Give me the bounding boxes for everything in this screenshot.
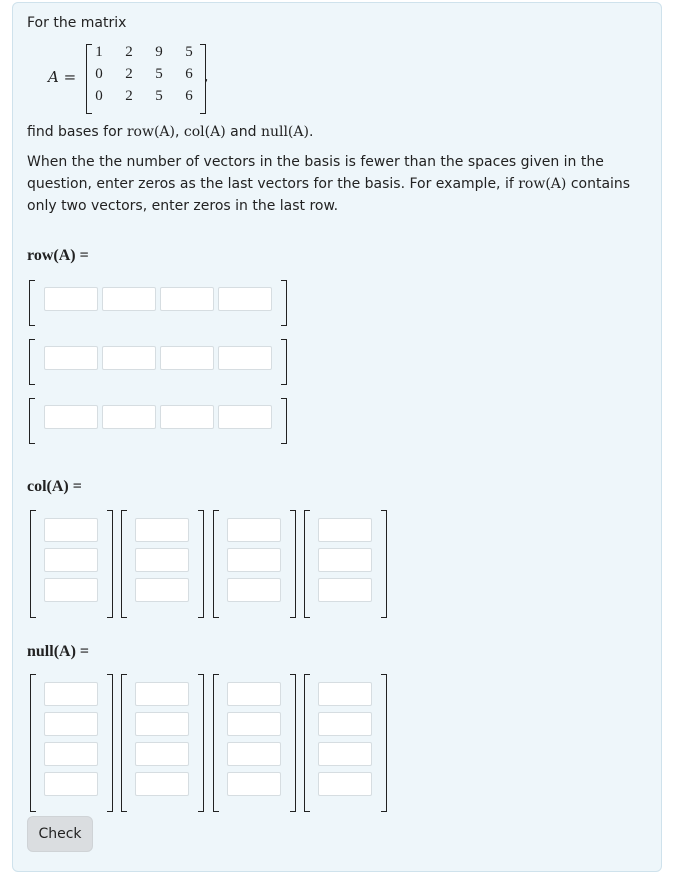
col-vector-left-bracket	[304, 510, 310, 618]
instruction-line-2: question, enter zeros as the last vectors for the basis. For example, if row(A) contains	[27, 176, 631, 192]
null-vector-entry-input[interactable]	[227, 772, 281, 796]
col-vector-left-bracket	[30, 510, 36, 618]
null-vector-entry-input[interactable]	[318, 772, 372, 796]
col-vector-entry-input[interactable]	[135, 548, 189, 572]
row-vector-entry-input[interactable]	[102, 346, 156, 370]
col-vector-left-bracket	[213, 510, 219, 618]
matrix-suffix: ,	[204, 69, 209, 85]
col-vector-entry-input[interactable]	[318, 578, 372, 602]
row-vector-entry-input[interactable]	[44, 346, 98, 370]
row-vector-left-bracket	[29, 398, 35, 444]
row-vector-right-bracket	[281, 339, 287, 385]
row-vector-right-bracket	[281, 280, 287, 326]
col-vector-entry-input[interactable]	[135, 578, 189, 602]
null-vector-entry-input[interactable]	[318, 682, 372, 706]
matrix-entry: 5	[155, 66, 163, 82]
instruction-line-3: only two vectors, enter zeros in the last row.	[27, 198, 339, 214]
row-vector-entry-input[interactable]	[160, 287, 214, 311]
null-vector-entry-input[interactable]	[44, 682, 98, 706]
null-vector-right-bracket	[198, 674, 204, 812]
null-vector-entry-input[interactable]	[318, 742, 372, 766]
matrix-entry: 1	[95, 44, 103, 60]
null-vector-left-bracket	[121, 674, 127, 812]
null-vector-entry-input[interactable]	[318, 712, 372, 736]
instruction-line-1: When the the number of vectors in the basis is fewer than the spaces given in the	[27, 154, 604, 170]
row-a-label: row(A) =	[27, 247, 89, 264]
null-vector-right-bracket	[381, 674, 387, 812]
row-vector-entry-input[interactable]	[44, 405, 98, 429]
null-vector-entry-input[interactable]	[135, 712, 189, 736]
col-vector-entry-input[interactable]	[227, 578, 281, 602]
col-vector-entry-input[interactable]	[44, 578, 98, 602]
null-vector-left-bracket	[30, 674, 36, 812]
col-vector-entry-input[interactable]	[44, 518, 98, 542]
matrix-entry: 5	[155, 88, 163, 104]
col-vector-right-bracket	[107, 510, 113, 618]
row-vector-entry-input[interactable]	[218, 405, 272, 429]
col-vector-entry-input[interactable]	[227, 548, 281, 572]
col-vector-entry-input[interactable]	[318, 518, 372, 542]
matrix-entry: 0	[95, 66, 103, 82]
row-vector-entry-input[interactable]	[102, 405, 156, 429]
matrix-entry: 9	[155, 44, 163, 60]
matrix-entry: 2	[125, 88, 133, 104]
matrix-label: A =	[48, 68, 77, 86]
null-vector-entry-input[interactable]	[44, 742, 98, 766]
null-vector-right-bracket	[107, 674, 113, 812]
matrix-entry: 6	[185, 66, 193, 82]
null-vector-entry-input[interactable]	[135, 682, 189, 706]
row-vector-entry-input[interactable]	[218, 346, 272, 370]
col-vector-right-bracket	[381, 510, 387, 618]
row-vector-entry-input[interactable]	[102, 287, 156, 311]
intro-text: For the matrix	[27, 15, 127, 31]
matrix-entry: 0	[95, 88, 103, 104]
null-vector-entry-input[interactable]	[227, 742, 281, 766]
row-term: row(A)	[126, 124, 175, 140]
null-vector-entry-input[interactable]	[135, 742, 189, 766]
null-vector-entry-input[interactable]	[44, 712, 98, 736]
null-term: null(A)	[260, 124, 309, 140]
matrix-entry: 2	[125, 44, 133, 60]
matrix-entry: 6	[185, 88, 193, 104]
row-vector-entry-input[interactable]	[160, 346, 214, 370]
null-vector-left-bracket	[304, 674, 310, 812]
row-vector-entry-input[interactable]	[160, 405, 214, 429]
row-vector-entry-input[interactable]	[44, 287, 98, 311]
null-a-label: null(A) =	[27, 643, 90, 660]
matrix-entry: 5	[185, 44, 193, 60]
null-vector-entry-input[interactable]	[135, 772, 189, 796]
row-vector-left-bracket	[29, 280, 35, 326]
null-vector-entry-input[interactable]	[227, 682, 281, 706]
col-term: col(A)	[183, 124, 226, 140]
col-vector-entry-input[interactable]	[227, 518, 281, 542]
null-vector-right-bracket	[290, 674, 296, 812]
col-vector-entry-input[interactable]	[318, 548, 372, 572]
row-vector-entry-input[interactable]	[218, 287, 272, 311]
null-vector-entry-input[interactable]	[227, 712, 281, 736]
col-a-label: col(A) =	[27, 478, 82, 495]
col-vector-entry-input[interactable]	[44, 548, 98, 572]
check-button[interactable]: Check	[27, 816, 93, 852]
col-vector-right-bracket	[290, 510, 296, 618]
prompt-text: find bases for row(A), col(A) and null(A).	[27, 124, 314, 140]
row-vector-left-bracket	[29, 339, 35, 385]
col-vector-right-bracket	[198, 510, 204, 618]
null-vector-left-bracket	[213, 674, 219, 812]
col-vector-entry-input[interactable]	[135, 518, 189, 542]
row-vector-right-bracket	[281, 398, 287, 444]
matrix-entry: 2	[125, 66, 133, 82]
col-vector-left-bracket	[121, 510, 127, 618]
null-vector-entry-input[interactable]	[44, 772, 98, 796]
